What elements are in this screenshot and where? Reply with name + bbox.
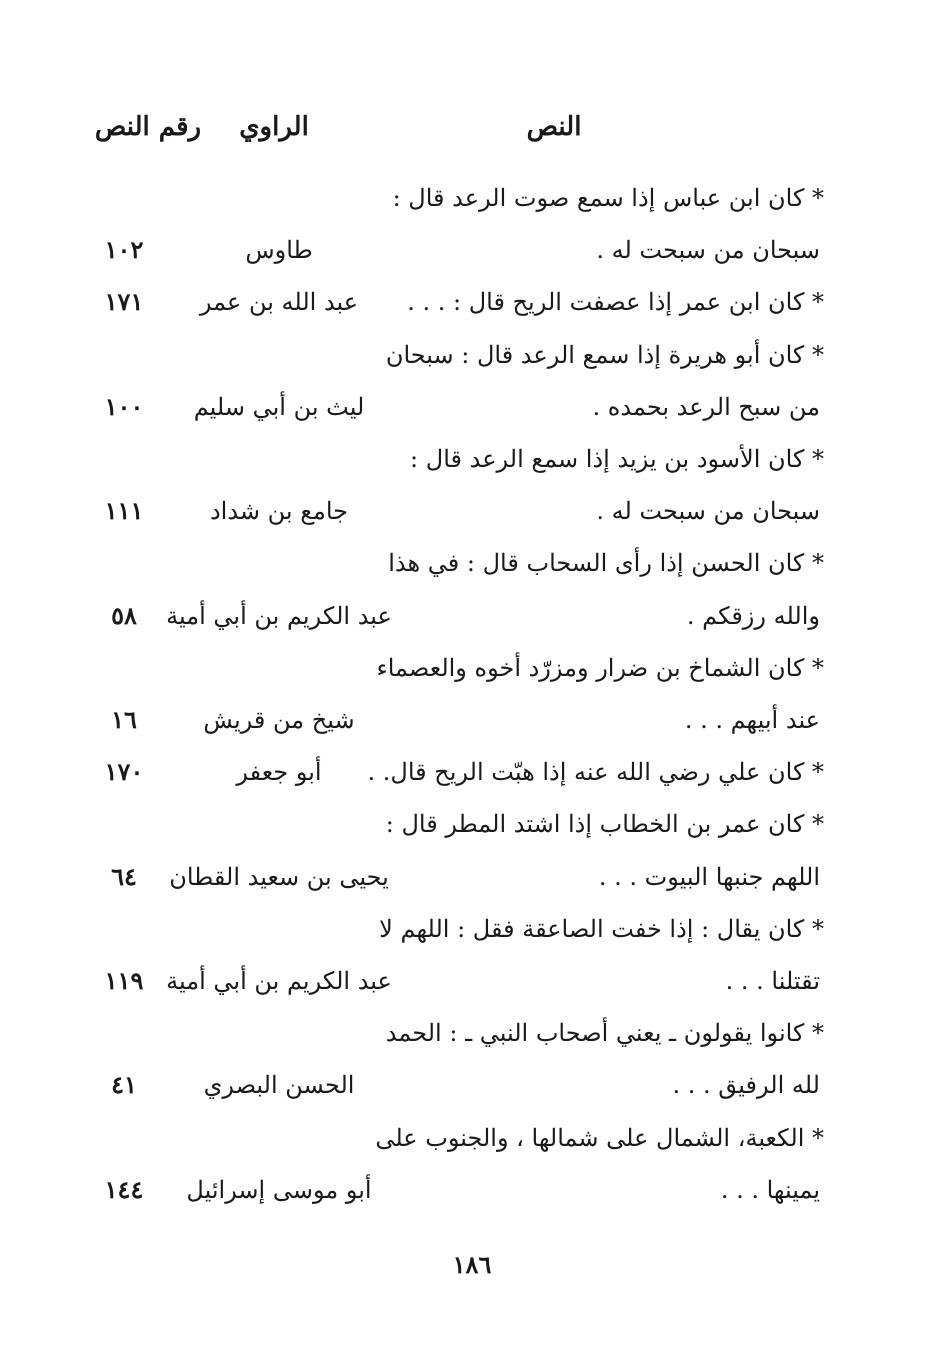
entry-narrator: أبو جعفر (236, 758, 322, 787)
table-row (0, 746, 944, 798)
table-row (0, 485, 944, 537)
entry-narrator: يحيى بن سعيد القطان (169, 862, 389, 891)
table-row (0, 955, 944, 1007)
table-row (0, 433, 944, 485)
table-row (0, 694, 944, 746)
entry-text: من سبح الرعد بحمده . (592, 392, 820, 421)
table-row (0, 224, 944, 276)
entry-narrator: أبو موسى إسرائيل (186, 1175, 372, 1204)
entry-number: ٦٤ (111, 861, 137, 891)
entry-text: اللهم جنبها البيوت . . . (598, 862, 820, 891)
entry-number: ١٦ (111, 705, 137, 734)
entry-number: ١٠٢ (104, 235, 144, 265)
entry-number: ١٠٠ (104, 391, 144, 421)
entry-text: * كان أبو هريرة إذا سمع الرعد قال : سبحان (385, 340, 824, 369)
table-row (0, 642, 944, 694)
page-number: ١٨٦ (452, 1250, 492, 1279)
entry-narrator: شيخ من قريش (203, 706, 355, 734)
entry-text: * كانوا يقولون ـ يعني أصحاب النبي ـ : الحمد (385, 1019, 824, 1048)
entry-text: والله رزقكم . (686, 601, 820, 630)
entry-narrator: ليث بن أبي سليم (193, 392, 365, 421)
entry-text: سبحان من سبحت له . (596, 236, 820, 265)
entry-text: * كان الحسن إذا رأى السحاب قال : في هذا (388, 549, 824, 578)
table-row (0, 1112, 944, 1164)
entry-number: ٤١ (111, 1070, 137, 1100)
table-row (0, 798, 944, 850)
table-row (0, 172, 944, 224)
entry-text: * كان عمر بن الخطاب إذا اشتد المطر قال : (385, 810, 824, 839)
entry-narrator: الحسن البصري (203, 1071, 355, 1100)
entry-text: سبحان من سبحت له . (596, 497, 820, 526)
table-row (0, 590, 944, 642)
entry-narrator: طاوس (245, 236, 313, 265)
table-row (0, 381, 944, 433)
entry-number: ١٧٠ (104, 757, 144, 787)
table-row (0, 329, 944, 381)
entry-text: * كان الأسود بن يزيد إذا سمع الرعد قال : (410, 445, 824, 473)
entry-number: ٥٨ (111, 600, 137, 630)
entry-number: ١٧١ (104, 287, 144, 317)
table-row (0, 537, 944, 589)
table-row (0, 851, 944, 903)
entry-text: * كان يقال : إذا خفت الصاعقة فقل : اللهم لا (379, 914, 824, 943)
entry-text: يمينها . . . (720, 1175, 820, 1204)
entry-number: ١٤٤ (104, 1174, 144, 1204)
entry-text: لله الرفيق . . . (672, 1071, 820, 1100)
entry-text: * الكعبة، الشمال على شمالها ، والجنوب على (375, 1123, 824, 1152)
entry-number: ١١١ (104, 496, 144, 526)
entry-narrator: عبد الله بن عمر (199, 288, 359, 317)
entry-text: تقتلنا . . . (725, 967, 820, 995)
table-row (0, 276, 944, 328)
table-row (0, 1059, 944, 1111)
entry-text: عند أبيهم . . . (684, 706, 820, 734)
entry-narrator: عبد الكريم بن أبي أمية (166, 967, 392, 995)
table-row (0, 1007, 944, 1059)
entry-narrator: جامع بن شداد (209, 497, 349, 526)
entry-text: * كان الشماخ بن ضرار ومزرّد أخوه والعصماء (376, 653, 824, 682)
header-number: رقم النص (94, 112, 202, 142)
header-text: النص (526, 112, 582, 142)
entry-narrator: عبد الكريم بن أبي أمية (166, 601, 392, 630)
table-row (0, 903, 944, 955)
entry-number: ١١٩ (104, 966, 144, 995)
entry-text: * كان ابن عمر إذا عصفت الريح قال : . . . (407, 288, 824, 317)
table-row (0, 1164, 944, 1216)
header-narrator: الراوي (239, 112, 309, 142)
entry-text: * كان ابن عباس إذا سمع صوت الرعد قال : (392, 184, 824, 212)
entry-text: * كان علي رضي الله عنه إذا هبّت الريح قال. . (367, 758, 824, 787)
